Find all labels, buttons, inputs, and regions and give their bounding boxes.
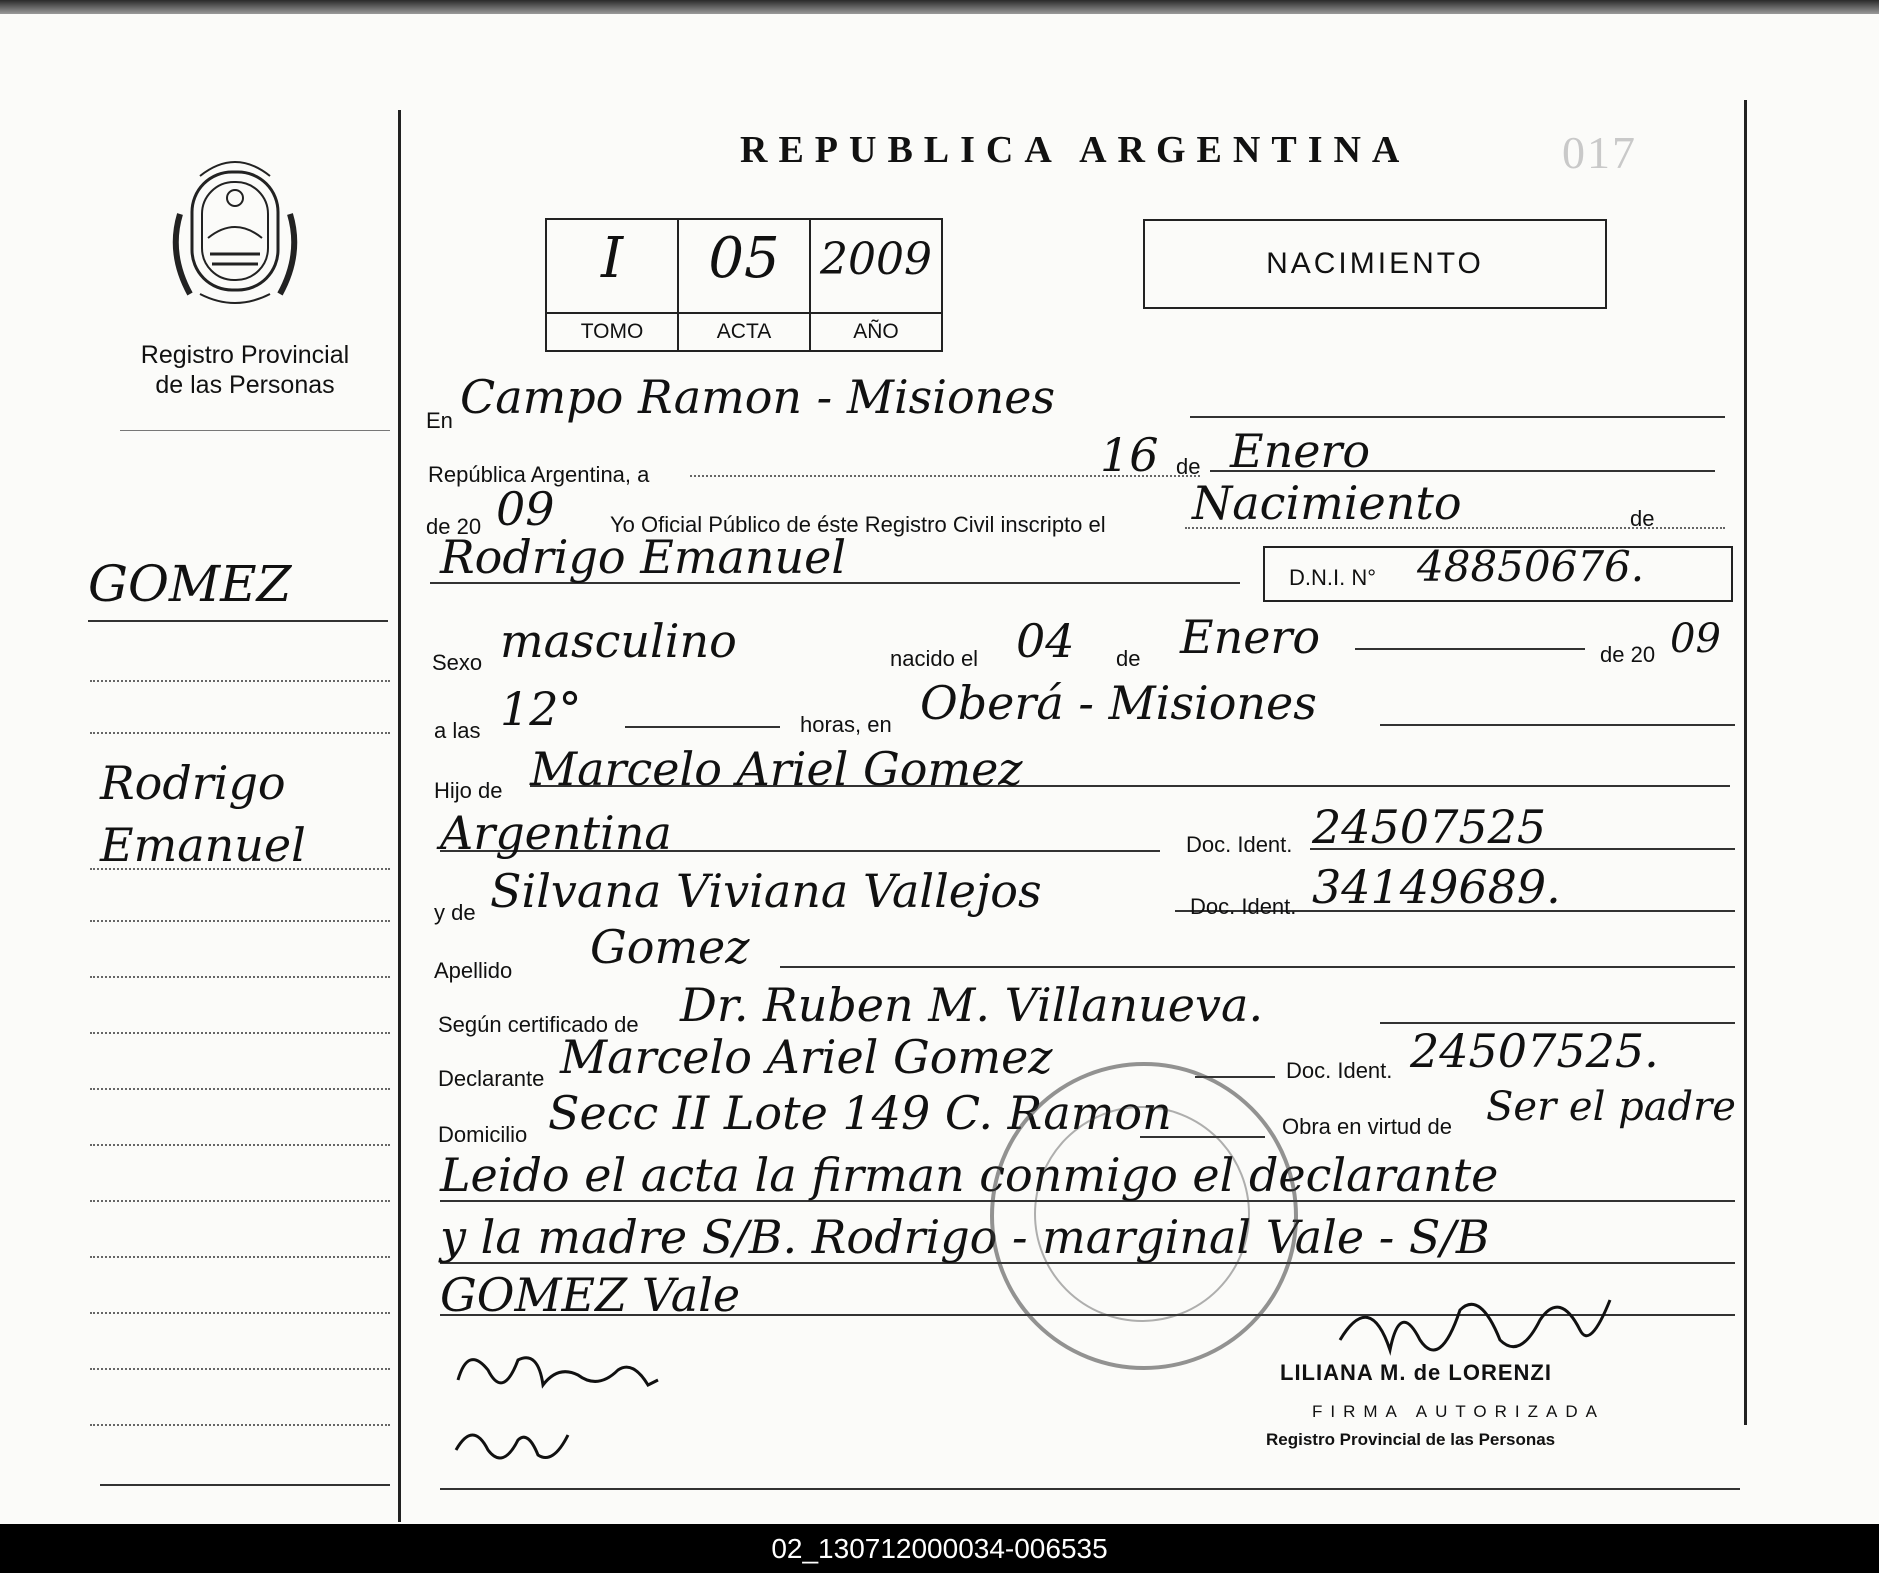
value-padre: Marcelo Ariel Gomez bbox=[530, 742, 1023, 796]
margin-dotted-line bbox=[90, 732, 390, 734]
value-day: 16 bbox=[1100, 428, 1159, 482]
margin-given-1: Rodrigo bbox=[100, 756, 286, 810]
label-nacido: nacido el bbox=[890, 646, 979, 671]
margin-dotted-line bbox=[90, 1368, 390, 1370]
margin-dotted-line bbox=[90, 1032, 390, 1034]
registry-divider bbox=[120, 430, 390, 431]
value-birth-day: 04 bbox=[1016, 614, 1075, 668]
value-declarante: Marcelo Ariel Gomez bbox=[560, 1030, 1053, 1084]
form-line-apellido bbox=[780, 966, 1735, 968]
value-act: Nacimiento bbox=[1192, 476, 1462, 530]
anio-cell bbox=[811, 220, 941, 350]
label-madre-doc: Doc. Ident. bbox=[1190, 894, 1297, 919]
label-declarante-doc: Doc. Ident. bbox=[1286, 1058, 1393, 1083]
value-declarante-doc: 24507525. bbox=[1410, 1024, 1659, 1078]
dni-label: D.N.I. N° bbox=[1289, 565, 1377, 590]
value-sexo: masculino bbox=[500, 614, 737, 668]
margin-dotted-line bbox=[90, 1088, 390, 1090]
provincial-seal-icon bbox=[160, 154, 310, 314]
form-line-sexo-year bbox=[1355, 648, 1585, 650]
scan-top-edge bbox=[0, 0, 1879, 14]
acta-value: 05 bbox=[708, 226, 780, 291]
margin-dotted-line bbox=[90, 868, 390, 870]
label-apellido: Apellido bbox=[434, 958, 513, 983]
page-stamp-number: 017 bbox=[1562, 127, 1637, 178]
official-office: Registro Provincial de las Personas bbox=[1266, 1430, 1556, 1449]
document-title: REPUBLICA ARGENTINA bbox=[740, 129, 1411, 171]
margin-divider-line bbox=[398, 110, 401, 1522]
value-nationality: Argentina bbox=[440, 806, 672, 860]
tomo-label: TOMO bbox=[547, 312, 677, 350]
registry-name-line1: Registro Provincial bbox=[140, 341, 350, 369]
value-apellido: Gomez bbox=[590, 920, 750, 974]
value-madre: Silvana Viviana Vallejos bbox=[490, 864, 1042, 918]
value-madre-doc: 34149689. bbox=[1312, 860, 1561, 914]
value-hora: 12° bbox=[500, 682, 582, 736]
anio-value: 2009 bbox=[820, 234, 932, 285]
margin-dotted-line bbox=[90, 1256, 390, 1258]
notes-line-3: GOMEZ Vale bbox=[440, 1268, 741, 1322]
registry-name bbox=[100, 340, 390, 400]
value-birth-month: Enero bbox=[1180, 610, 1321, 664]
label-padre: Hijo de bbox=[434, 778, 503, 803]
label-hora: a las bbox=[434, 718, 481, 743]
tomo-value: I bbox=[600, 226, 624, 291]
margin-dotted-line bbox=[90, 1424, 390, 1426]
label-virtud: Obra en virtud de bbox=[1282, 1114, 1452, 1139]
margin-dotted-line bbox=[90, 1144, 390, 1146]
acta-cell bbox=[679, 220, 811, 350]
margin-line bbox=[88, 620, 388, 622]
form-bottom-line bbox=[440, 1488, 1740, 1490]
acta-label: ACTA bbox=[679, 312, 809, 350]
label-padre-doc: Doc. Ident. bbox=[1186, 832, 1293, 857]
label-certificado: Según certificado de bbox=[438, 1012, 639, 1037]
value-child-name: Rodrigo Emanuel bbox=[440, 530, 847, 584]
margin-bottom-line bbox=[100, 1484, 390, 1486]
margin-surname: GOMEZ bbox=[88, 555, 292, 613]
registry-name-line2: de las Personas bbox=[155, 371, 335, 399]
margin-dotted-line bbox=[90, 976, 390, 978]
scan-id-footer: 02_130712000034-006535 bbox=[0, 1524, 1879, 1573]
dni-box bbox=[1263, 542, 1733, 602]
label-republica: República Argentina, a bbox=[428, 462, 650, 487]
label-en: En bbox=[426, 408, 453, 433]
form-line-place bbox=[1380, 724, 1735, 726]
value-en: Campo Ramon - Misiones bbox=[460, 370, 1056, 424]
margin-dotted-line bbox=[90, 680, 390, 682]
label-birth-de: de bbox=[1116, 646, 1141, 671]
value-month: Enero bbox=[1230, 424, 1371, 478]
label-declarante: Declarante bbox=[438, 1066, 545, 1091]
value-virtud: Ser el padre bbox=[1486, 1084, 1736, 1130]
label-domicilio: Domicilio bbox=[438, 1122, 528, 1147]
official-name: LILIANA M. de LORENZI bbox=[1280, 1360, 1552, 1385]
label-birth-year: de 20 bbox=[1600, 642, 1656, 667]
notes-line-2: y la madre S/B. Rodrigo - marginal Vale - S/B bbox=[440, 1210, 1490, 1264]
value-domicilio: Secc II Lote 149 C. Ramon bbox=[548, 1086, 1172, 1140]
act-type-box: NACIMIENTO bbox=[1143, 219, 1607, 309]
label-de-act: de bbox=[1630, 506, 1655, 531]
value-certificado: Dr. Ruben M. Villanueva. bbox=[680, 978, 1264, 1032]
anio-label: AÑO bbox=[811, 312, 941, 350]
notes-line-1: Leido el acta la firman conmigo el declarante bbox=[440, 1148, 1499, 1202]
label-horas-en: horas, en bbox=[800, 712, 892, 737]
margin-dotted-line bbox=[90, 1200, 390, 1202]
value-birth-place: Oberá - Misiones bbox=[920, 676, 1317, 730]
form-line-en bbox=[1190, 416, 1725, 418]
margin-dotted-line bbox=[90, 920, 390, 922]
value-birth-year: 09 bbox=[1670, 616, 1721, 662]
value-padre-doc: 24507525 bbox=[1312, 800, 1547, 854]
label-sexo: Sexo bbox=[432, 650, 483, 675]
official-seal-icon bbox=[990, 1062, 1298, 1370]
label-de: de bbox=[1176, 454, 1201, 479]
record-box bbox=[545, 218, 943, 352]
official-role: FIRMA AUTORIZADA bbox=[1312, 1402, 1605, 1421]
margin-given-2: Emanuel bbox=[100, 818, 306, 872]
form-line-hora bbox=[625, 726, 780, 728]
value-year: 09 bbox=[496, 482, 555, 536]
label-madre: y de bbox=[434, 900, 476, 925]
signature-declarante-icon bbox=[448, 1340, 678, 1480]
right-border-line bbox=[1744, 100, 1747, 1425]
label-year: de 20 bbox=[426, 514, 482, 539]
margin-dotted-line bbox=[90, 1312, 390, 1314]
label-inscripto: Yo Oficial Público de éste Registro Civil inscripto el bbox=[610, 512, 1106, 537]
dni-value: 48850676. bbox=[1417, 542, 1645, 591]
tomo-cell bbox=[547, 220, 679, 350]
